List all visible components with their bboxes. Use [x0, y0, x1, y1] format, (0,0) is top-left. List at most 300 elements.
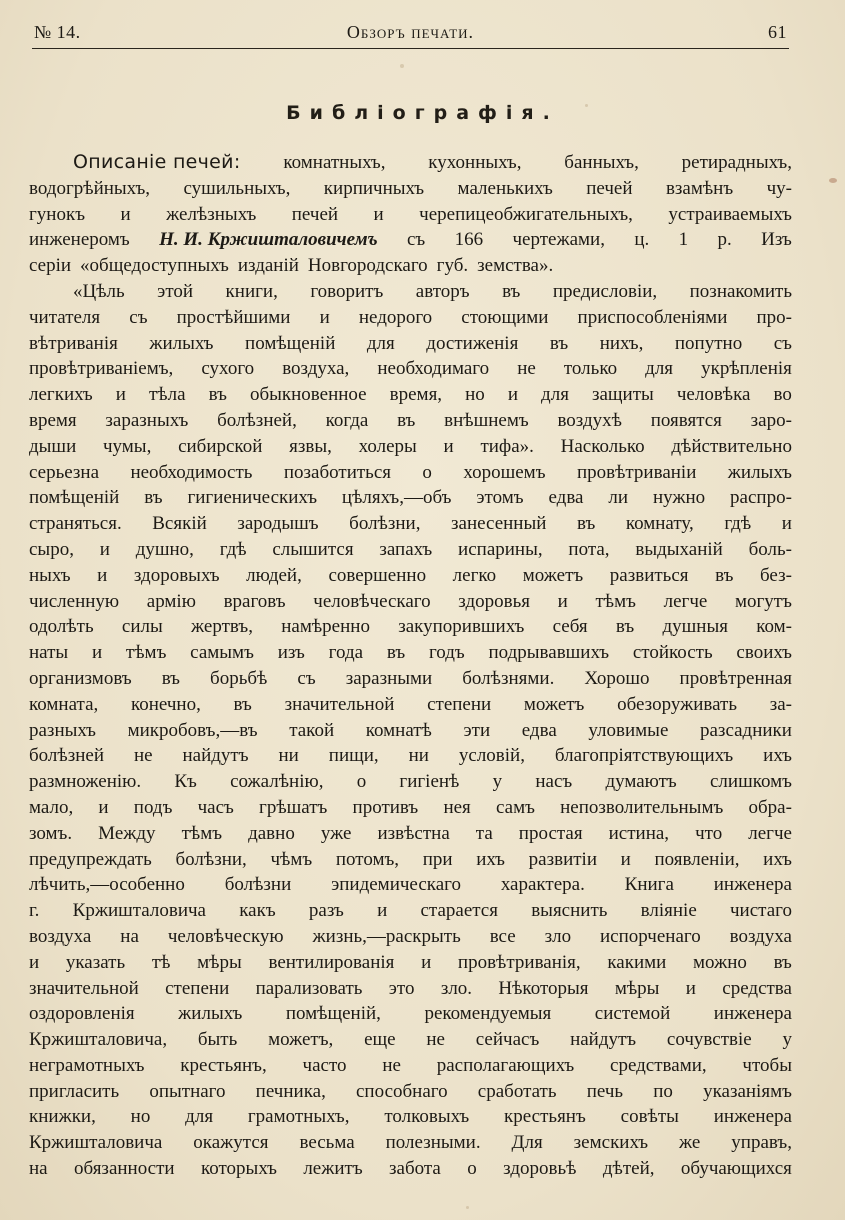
word: серьезна [29, 461, 100, 483]
word: недорого [358, 306, 433, 328]
word: и [319, 306, 330, 328]
word: устраиваемыхъ [668, 203, 792, 225]
word: мало, [29, 796, 74, 818]
word: ни [408, 745, 429, 767]
word: въ [773, 951, 792, 973]
word: сыро, [29, 538, 74, 560]
word: на [120, 925, 139, 947]
word: для [366, 332, 395, 354]
page-number: 61 [768, 22, 787, 42]
word: сушильныхъ, [183, 177, 291, 199]
word: рекомендуемыя [424, 1003, 552, 1025]
word: сочувствіе [666, 1029, 752, 1051]
word: съ [773, 332, 792, 354]
word: совершенно [328, 564, 427, 586]
word: располагающихъ [436, 1054, 575, 1076]
word: какъ [239, 900, 276, 922]
word: весьма [299, 1132, 355, 1154]
word: это [388, 977, 415, 999]
word: о [467, 1158, 477, 1180]
word: внѣшнемъ [444, 409, 529, 431]
word: инженера [713, 1106, 792, 1128]
word: нихъ, [599, 332, 644, 354]
text-line [29, 769, 792, 795]
word: печника, [255, 1080, 326, 1102]
word: степени [165, 977, 230, 999]
word: инженера [713, 1003, 792, 1025]
paper-speck [466, 1206, 469, 1209]
word: старается [420, 900, 498, 922]
word: при [422, 848, 453, 870]
text-line [29, 1079, 792, 1105]
word: авторъ [415, 280, 470, 302]
word: земскихъ [573, 1132, 649, 1154]
word: ретирадныхъ, [681, 152, 792, 173]
word: можетъ [523, 693, 585, 715]
word: въ [549, 332, 569, 354]
word: здоровьѣ [503, 1158, 577, 1180]
word: провѣтриваніемъ, [29, 358, 174, 380]
word: крестьянъ [504, 1106, 586, 1128]
word: гдѣ [219, 538, 247, 560]
word: слышится [272, 538, 354, 560]
text-line [29, 356, 792, 382]
word: микробовъ,—въ [127, 719, 258, 741]
word: позаботиться [283, 461, 392, 483]
word: жилыхъ [178, 1003, 243, 1025]
word: предисловіи, [552, 280, 658, 302]
word: заразныхъ [105, 409, 189, 431]
word: помѣщеній [29, 487, 120, 509]
word: пищи, [328, 745, 379, 767]
word: взамѣнъ [665, 177, 734, 199]
word: благопріятствующихъ [554, 745, 734, 767]
word: выдыханій [635, 538, 723, 560]
word: въ [715, 564, 734, 586]
word: боль- [748, 538, 792, 560]
word: истина, [608, 822, 670, 844]
word: въ [502, 280, 521, 302]
word: крестьянъ, [180, 1054, 267, 1076]
word: ихъ [763, 745, 792, 767]
word: едва [548, 487, 584, 509]
word: чертежами, [512, 229, 605, 251]
text-line [29, 1053, 792, 1079]
word: выяснить [531, 900, 608, 922]
word: и [97, 564, 108, 586]
word: быть [197, 1029, 238, 1051]
word: мѣры [197, 951, 242, 973]
word: 1 [678, 229, 689, 251]
word: вентилированія [268, 951, 395, 973]
word: р. [717, 229, 732, 251]
word: ихъ [763, 848, 792, 870]
word: за- [769, 693, 792, 715]
text-line [29, 408, 792, 434]
word: инженера [713, 874, 792, 896]
word: легко [452, 564, 497, 586]
word: Кржишталовича, [29, 1029, 168, 1051]
word: воздуха [29, 925, 92, 947]
text-line [29, 795, 792, 821]
word: значительной [29, 977, 139, 999]
word: какими [607, 951, 667, 973]
paper-speck [585, 104, 588, 107]
word: извѣстна [377, 822, 450, 844]
text-line [29, 821, 792, 847]
word: болѣзней [29, 745, 104, 767]
word: вѣтриванія [29, 332, 118, 354]
word: найдутъ [570, 1029, 637, 1051]
text-line [29, 1104, 792, 1130]
word: часто [302, 1054, 347, 1076]
word: обязанности [74, 1158, 175, 1180]
word: намѣренно [281, 616, 370, 638]
word: неграмотныхъ [29, 1054, 145, 1076]
word: книжки, [29, 1106, 96, 1128]
word: обезоруживать [617, 693, 737, 715]
word: провѣтриваніи [576, 461, 697, 483]
word: въ [233, 693, 252, 715]
text-line [29, 1001, 792, 1027]
word: печей [586, 177, 633, 199]
text-line [29, 589, 792, 615]
word: толковыхъ [384, 1106, 470, 1128]
word: едва [521, 719, 557, 741]
text-line [29, 950, 792, 976]
word: грѣшатъ [259, 796, 328, 818]
word: часъ [197, 796, 234, 818]
word: стойкость [632, 642, 713, 664]
word: не [133, 745, 153, 767]
word: въ [144, 487, 163, 509]
word: обра- [748, 796, 792, 818]
word: и [373, 203, 384, 225]
text-line [29, 614, 792, 640]
word: найдутъ [182, 745, 249, 767]
word: можетъ, [268, 1029, 334, 1051]
word: для [185, 1106, 214, 1128]
word: Всякій [152, 513, 207, 535]
text-line [29, 227, 792, 253]
word: въ [161, 667, 181, 689]
word: гдѣ [724, 513, 752, 535]
word: говоритъ [310, 280, 384, 302]
word: заразными [345, 667, 433, 689]
word: губ. [436, 255, 469, 277]
word: чистаго [730, 900, 792, 922]
word: человѣческую [167, 925, 284, 947]
word: «общедоступныхъ [80, 255, 229, 277]
word: полезными. [385, 1132, 481, 1154]
word: воздуха, [282, 358, 350, 380]
word: душныя [662, 616, 728, 638]
word: маленькихъ [457, 177, 553, 199]
word: только [563, 358, 618, 380]
word: дыши [29, 435, 77, 457]
word: Насколько [560, 435, 645, 457]
word: людей, [246, 564, 302, 586]
word: жизнь,—раскрыть [312, 925, 461, 947]
word: вліяніе [640, 900, 697, 922]
word: эпидемическаго [331, 874, 461, 896]
word: цѣляхъ,—объ [341, 487, 452, 509]
word: степени [427, 693, 492, 715]
word: съ [406, 229, 426, 251]
word: необходимость [130, 461, 253, 483]
word: о [356, 771, 367, 793]
text-line [29, 847, 792, 873]
word: провѣтренная [679, 667, 792, 689]
word: дѣтей, [602, 1158, 655, 1180]
text-line [29, 150, 792, 176]
word: попутно [674, 332, 743, 354]
word: Изъ [761, 229, 792, 251]
word: для [541, 384, 569, 406]
word: тѣла [148, 384, 186, 406]
text-line [29, 976, 792, 1002]
word: организмовъ [29, 667, 132, 689]
word: комнатныхъ, [283, 152, 386, 173]
word: страняться. [29, 513, 122, 535]
word: можно [693, 951, 747, 973]
word: думаютъ [605, 771, 677, 793]
word: указать [65, 951, 126, 973]
word: Новгородскаго [307, 255, 428, 277]
word: появленіи, [654, 848, 740, 870]
word: для [645, 358, 674, 380]
word: Книга [624, 874, 674, 896]
word: развиться [609, 564, 689, 586]
word: все [489, 925, 516, 947]
word: занесенный [451, 513, 547, 535]
word: чумы, [102, 435, 152, 457]
word: способнаго [356, 1080, 448, 1102]
word: болѣзни [224, 874, 292, 896]
word: уже [320, 822, 352, 844]
word: условій, [458, 745, 525, 767]
text-line [29, 1156, 792, 1182]
word: человѣка [676, 384, 751, 406]
word: борьбѣ [210, 667, 268, 689]
word: когда [325, 409, 369, 431]
word: могутъ [734, 590, 792, 612]
word: не [426, 1029, 445, 1051]
word: болѣзни, [349, 513, 421, 535]
journal-title: Обзоръ печати. [346, 22, 475, 42]
text-line [29, 898, 792, 924]
word: Кржишталовича [29, 1132, 163, 1154]
word: армію [146, 590, 196, 612]
paper-speck [829, 178, 837, 183]
word: въ [576, 513, 596, 535]
word: и [29, 951, 40, 973]
text-line [29, 305, 792, 331]
word: познакомить [689, 280, 792, 302]
word: что [695, 822, 723, 844]
text-line [29, 537, 792, 563]
word: легче [663, 590, 708, 612]
word: не [517, 358, 536, 380]
word: характера. [500, 874, 585, 896]
text-line [29, 563, 792, 589]
word: появятся [650, 409, 722, 431]
word: печей [291, 203, 339, 225]
word: насъ [535, 771, 573, 793]
word: уловимые [588, 719, 669, 741]
word: жилыхъ [149, 332, 214, 354]
word: у [492, 771, 503, 793]
word: сибирской [178, 435, 263, 457]
word: помѣщеній [245, 332, 336, 354]
word: разсадники [700, 719, 792, 741]
word: оздоровленія [29, 1003, 135, 1025]
word: грамотныхъ, [247, 1106, 350, 1128]
word: земства». [477, 255, 554, 277]
word: легкихъ [29, 384, 93, 406]
word: зародышъ [237, 513, 319, 535]
word: но [465, 384, 485, 406]
word: годъ [428, 642, 465, 664]
word: и [421, 951, 432, 973]
word: гигіенѣ [399, 771, 460, 793]
word: и [115, 384, 126, 406]
word: время, [389, 384, 443, 406]
word: и [557, 590, 568, 612]
word: инженеромъ [29, 229, 130, 251]
word: та [475, 822, 493, 844]
word: пригласить [29, 1080, 120, 1102]
word: Хорошо [584, 667, 650, 689]
word: зло. [440, 977, 473, 999]
body-text [29, 150, 792, 1182]
word: кухонныхъ, [428, 152, 522, 173]
word: на [29, 1158, 48, 1180]
word: эти [463, 719, 491, 741]
word: своихъ [736, 642, 792, 664]
text-line [29, 382, 792, 408]
text-line [29, 279, 792, 305]
word: жилыхъ [727, 461, 792, 483]
word: системой [594, 1003, 671, 1025]
word: опытнаго [149, 1080, 226, 1102]
word: себя [552, 616, 588, 638]
word: заро- [750, 409, 792, 431]
word: и [781, 513, 792, 535]
word: чу- [766, 177, 792, 199]
word: ц. [634, 229, 650, 251]
word: чѣмъ [270, 848, 313, 870]
word: силы [121, 616, 163, 638]
word: тѣмъ [125, 642, 167, 664]
word: изданій [237, 255, 299, 277]
word: одолѣть [29, 616, 94, 638]
word: не [382, 1054, 401, 1076]
word: численную [29, 590, 120, 612]
word: и [507, 384, 518, 406]
word: средствами, [610, 1054, 707, 1076]
word: конечно, [130, 693, 201, 715]
word: защиты [591, 384, 654, 406]
word: холеры [358, 435, 417, 457]
word: человѣческаго [313, 590, 431, 612]
text-line [29, 202, 792, 228]
word: Н. И. Кржишталовичемъ [159, 229, 378, 251]
word: окажутся [193, 1132, 269, 1154]
header-rule [32, 48, 789, 49]
word: черепицеобжигательныхъ, [419, 203, 633, 225]
word: въ [208, 384, 227, 406]
word: серіи [29, 255, 72, 277]
word: подъ [133, 796, 173, 818]
word: г. [29, 900, 40, 922]
word: и [98, 796, 109, 818]
word: которыхъ [200, 1158, 277, 1180]
word: банныхъ, [564, 152, 639, 173]
word: враговъ [223, 590, 286, 612]
word: и [377, 900, 388, 922]
word: слишкомъ [710, 771, 792, 793]
text-line [29, 460, 792, 486]
word: стоющими [461, 306, 549, 328]
word: нужно [652, 487, 706, 509]
word: нея [443, 796, 471, 818]
running-header [34, 22, 787, 48]
word: болѣзней, [217, 409, 297, 431]
word: въ [615, 616, 635, 638]
word: кирпичныхъ [323, 177, 425, 199]
word: подрывавшихъ [488, 642, 610, 664]
word: книги, [225, 280, 278, 302]
word: по [653, 1080, 673, 1102]
text-line [29, 1027, 792, 1053]
word: наты [29, 642, 69, 664]
word: предупреждать [29, 848, 152, 870]
word: тѣ [151, 951, 171, 973]
issue-number: № 14. [34, 22, 81, 42]
word: простая [518, 822, 583, 844]
word: Къ [174, 771, 197, 793]
word: испарины, [458, 538, 543, 560]
word: комнатѣ [365, 719, 432, 741]
word: развитіи [528, 848, 597, 870]
word: противъ [352, 796, 419, 818]
word: совѣты [620, 1106, 679, 1128]
word: въ [386, 642, 406, 664]
word: достиженія [426, 332, 519, 354]
word: но [130, 1106, 151, 1128]
word: обыкновенное [249, 384, 367, 406]
text-line [29, 253, 792, 279]
word: и [99, 538, 110, 560]
word: разъ [308, 900, 344, 922]
word: сейчасъ [475, 1029, 540, 1051]
word: указаніямъ [703, 1080, 792, 1102]
word: душно, [135, 538, 194, 560]
word: потомъ, [335, 848, 400, 870]
section-title: Библіографія. [286, 102, 559, 124]
word: этомъ [476, 487, 524, 509]
word: чтобы [742, 1054, 792, 1076]
word: болѣзни, [175, 848, 247, 870]
text-line [29, 640, 792, 666]
text-line [29, 718, 792, 744]
text-line [29, 434, 792, 460]
word: язвы, [289, 435, 332, 457]
word: 166 [454, 229, 484, 251]
word: обучающихся [680, 1158, 792, 1180]
word: и [91, 642, 103, 664]
